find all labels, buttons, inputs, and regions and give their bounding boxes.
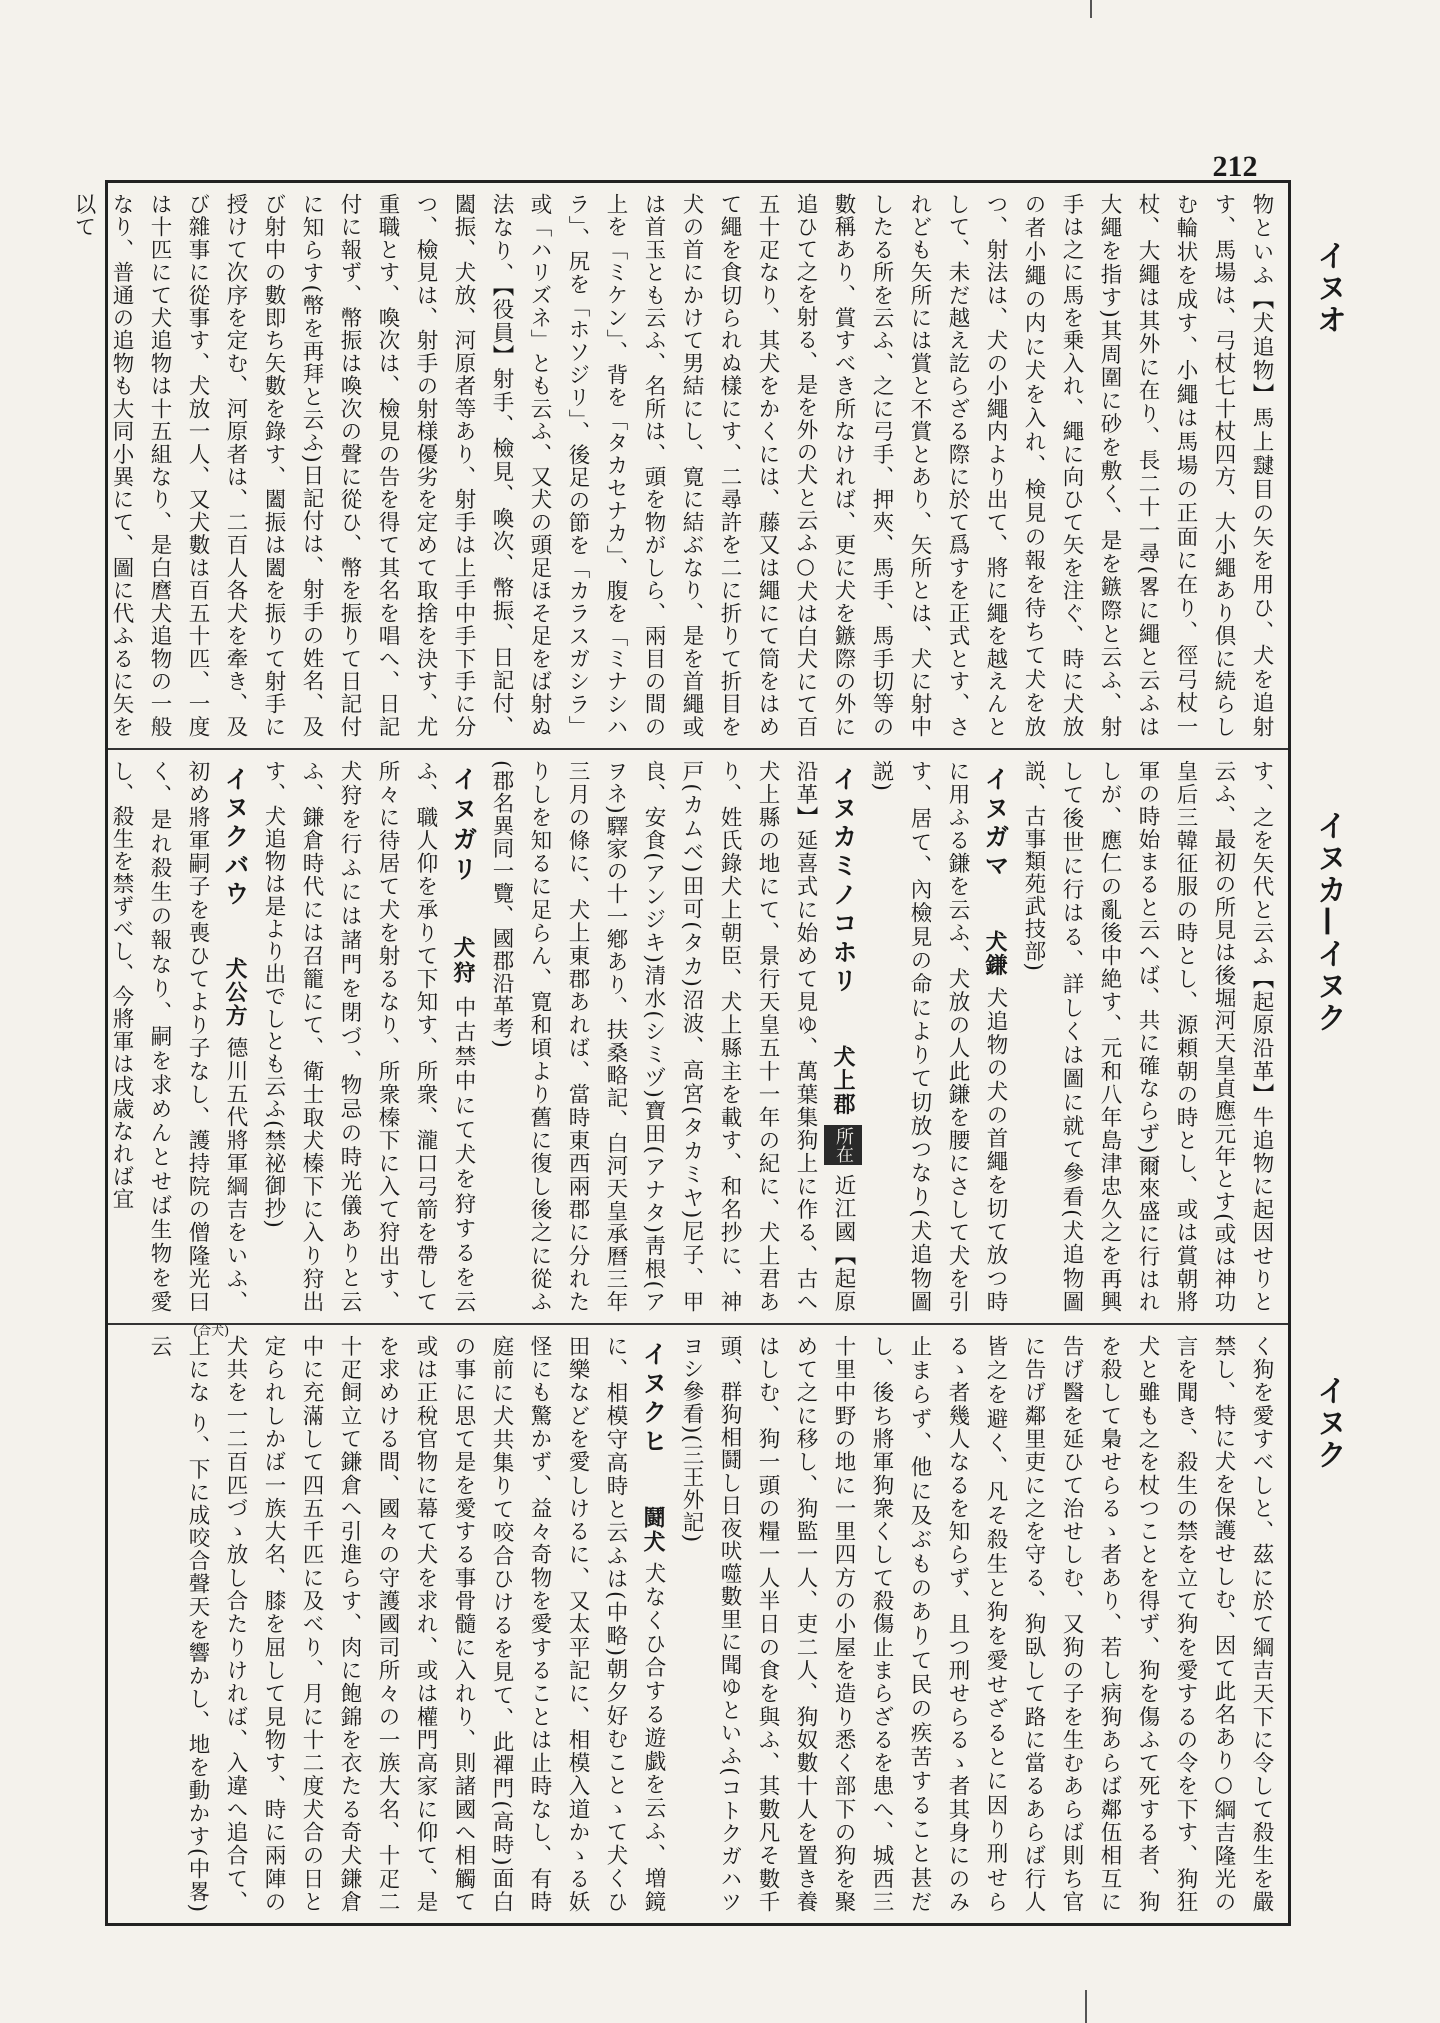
headword: イヌガリ [449,766,478,887]
headword: イヌクバウ [221,766,250,909]
panel-bottom [108,1325,1288,1923]
panel-middle [108,750,1288,1323]
scan-mark-top [1090,0,1092,18]
gloss: 犬狩 [450,936,476,987]
side-label-bottom: イヌク [1311,1375,1346,1471]
headword: イヌガマ [981,766,1010,882]
entry-body-text: 犬なくひ合する遊戯を云ふ、増鏡に、相模守高時と云ふは(中略)朝夕好むことゝて犬くひ田樂などを愛しけるに、又太平記に、相模入道かゝる妖怪にも驚かず、益々奇物を愛することは止時なし、有時庭前に犬共集りて咬合ひけるを見て、此禪門(高時)面白の事に思て是を愛する事骨髓に入れり、則諸國へ相觸て或は正稅官物に幕て犬を求れ、或は權門高家に仰て、是を求めける間、國々の守護國司所々の一族大名、十疋二十疋飼立て鎌倉へ引進らす、肉に飽錦を衣たる奇犬鎌倉中に充滿して四五千匹に及べり、月に十二度犬合の日と定られしかば一族大名、膝を屈して見物す、時に兩陣の犬共を一二百匹づゝ放し合たりければ、入違へ追合て、上にな り、下に成咬合聲天を響かし、地を動かす(中畧)云 [147,1335,666,1914]
entry-continuation: す、之を矢代と云ふ【起原沿革】牛追物に起因せりと云ふ、最初の所見は後堀河天皇貞應元年とす(或は神功皇后三韓征服の時とし、源頼朝の時とし、或は賞朝將軍の時始まると云へば、共に確ならず)爾來盛に行はれしが、應仁の亂後中絶す、元和八年島津忠久之を再興して後世に行はる、詳しくは圖に就て參看(犬追物圖説、古事類苑武技部) [1021,760,1274,1313]
entry-inukuhi [140,1335,672,1913]
panel-top [71,183,1288,748]
entry-body-text: 物といふ【犬追物】馬上靆目の矢を用ひ、犬を追射す、馬場は、弓杖七十杖四方、大小繩あり倶に続らしむ輪状を成す、小繩は馬場の正面に在り、徑弓杖一杖、大繩は其外に在り、長二十一尋(畧に繩と云ふは大繩を指す)其周圍に砂を敷く、是を鏃際と云ふ、射手は之に馬を乗入れ、繩に向ひて矢を注ぐ、時に犬放の者小繩の内に犬を入れ、検見の報を待ちて犬を放つ、射法は、犬の小繩内より出て、將に繩を越えんとして、未だ越え訖らざる際に於て爲すを正式とす、されども矢所には賞と不賞とあり、矢所とは、犬に射中したる所を云ふ、之に弓手、押夾、馬手、馬手切等の數稱あり、賞すべき所なければ、更に犬を鏃際の外に追ひて之を射る、是を外の犬と云ふ○犬は白犬にて百五十疋なり、其犬をかくには、藤又は繩にて筒をはめて繩を食切られぬ樣にす、二尋許を二に折りて折目を犬の首にかけて男結にし、寛に結ぶなり、是を首繩或は首玉とも云ふ、名所は、頭を物がしら、兩目の間の上を「ミケン」、背を「タカセナカ」、腹を「ミナシハラ」、尻を「ホソジリ」、後足の節を「カラスガシラ」或「ハリズネ」とも云ふ、又犬の頭足ほそ足をば射ぬ法なり、【役員】射手、檢見、喚次、幣振、日記付、闔振、犬放、河原者等あり、射手は上手中手下手に分つ、檢見は、射手の射様優劣を定めて取捨を決す、尤重職とす、喚次は、檢見の告を得て其名を唱へ、日記付に報ず、幣振は喚次の聲に從ひ、幣を振りて日記付に知らす(幣を再拜と云ふ)日記付は、射手の姓名、及び射中の數即ち矢數を錄す、闔振は闔を振りて射手に授けて次序を定む、河原者は、二百人各犬を牽き、及び雜事に從事す、犬放一人、又犬數は百五十匹、一度は十匹にて犬追物は十五組なり、是白麿犬追物の一般なり、普通の追物も大同小異にて、圖に代ふるに矢を以て [71,193,1274,738]
tag-badge: 所在 [824,1125,862,1165]
margin-note: (合犬) [193,1324,230,1339]
entry-body-text: 德川五代將軍綱吉をいふ、初め將軍嗣子を喪ひてより子なし、護持院の僧隆光曰く、是れ殺生の報なり、嗣を求めんとせば生物を愛し、殺生を禁ずべし、今將軍は戌歳なれば宜 [109,760,248,1314]
entry-inukami-no-kohori [482,760,862,1313]
gloss: 犬鎌 [982,930,1008,978]
gloss: 鬪犬 [640,1505,666,1554]
panel-middle-text [102,760,1280,1313]
side-label-middle: イヌカ—イヌク [1311,810,1346,1034]
entry-body-text: 犬追物の犬の首繩を切て放つ時に用ふる鎌を云ふ、犬放の人此鎌を腰にさして犬を引す、居て、內檢見の命によりて切放つなり(犬追物圖説) [869,760,1008,1314]
entry-body-text: 中古禁中にて犬を狩するを云ふ、職人仰を承りて下知す、所衆、瀧口弓箭を帶して所々に待居て犬を射るなり、所衆榛下に入て狩出す、犬狩を行ふには諸門を閉づ、物忌の時光儀ありと云ふ、鎌倉時代には召籠にて、衛士取犬榛下に入り狩出す、犬追物は是より出でしとも云ふ(禁祕御抄) [261,760,476,1314]
entry-inugama [862,760,1014,1313]
page-number: 212 [1212,150,1258,183]
gloss: 犬公方 [222,957,248,1029]
headword: イヌカミノコホリ [829,766,858,997]
entry-inugari [254,760,482,1313]
scan-mark-bottom [1085,1990,1087,2023]
side-label-top: イヌオ [1311,240,1346,336]
entry-inukubou [102,760,254,1313]
panel-bottom-text [140,1335,1280,1913]
entry-body-text: 近江國【起原沿革】延喜式に始めて見ゆ、萬葉集狗上に作る、古へ犬上縣の地にて、景行天皇五十一年の紀に、犬上君あり、姓氏錄犬上朝臣、犬上縣主を載す、和名抄に、神戸(カムベ)田可(タカ)沼波、高宮(タカミヤ)尼子、甲良、安食(アンジキ)清水(シミヅ)寶田(アナタ)靑根(アヲネ)驛家の十一鄕あり、扶桑略記、白河天皇承曆三年三月の條に、犬上東郡あれば、當時東西兩郡に分れたりしを知るに足らん、寛和頃より舊に復し後之に從ふ(郡名異同一覽、國郡沿革考) [489,760,856,1314]
entry-inuoumono-body [64,193,1280,738]
gloss: 犬上郡 [830,1045,856,1117]
entry-continuation: く狗を愛すべしと、茲に於て綱吉天下に令して殺生を嚴禁し、特に犬を保護せしむ、因て此名あり○綱吉隆光の言を聞き、殺生の禁を立て狗を愛するの令を下す、狗狂犬と雖も之を杖つことを得ず、狗を傷ふて死する者、狗を殺して梟せらるゝ者あり、若し病狗あらば鄰伍相互に告げ醫を延ひて治せしむ、又狗の子を生むあらば則ち官に告げ鄰里吏に之を守る、狗臥して路に當るあらば行人皆之を避く、凡そ殺生と狗を愛せざるとに因り刑せらるゝ者幾人なるを知らず、且つ刑せらるゝ者其身にのみ止まらず、他に及ぶものありて民の疾苦すること甚だし、後ち將軍狗衆くして殺傷止まらざるを患へ、城西三十里中野の地に一里四方の小屋を造り悉く部下の狗を聚めて之に移し、狗監一人、吏二人、狗奴數十人を置き養はしむ、狗一頭の糧一人半日の食を與ふ、其數凡そ數千頭、群狗相鬪し日夜吠噬數里に聞ゆといふ(コトクガハツヨシ參看)(三王外記) [679,1335,1274,1913]
headword: イヌクヒ [639,1341,668,1457]
page-frame [71,180,1291,1926]
